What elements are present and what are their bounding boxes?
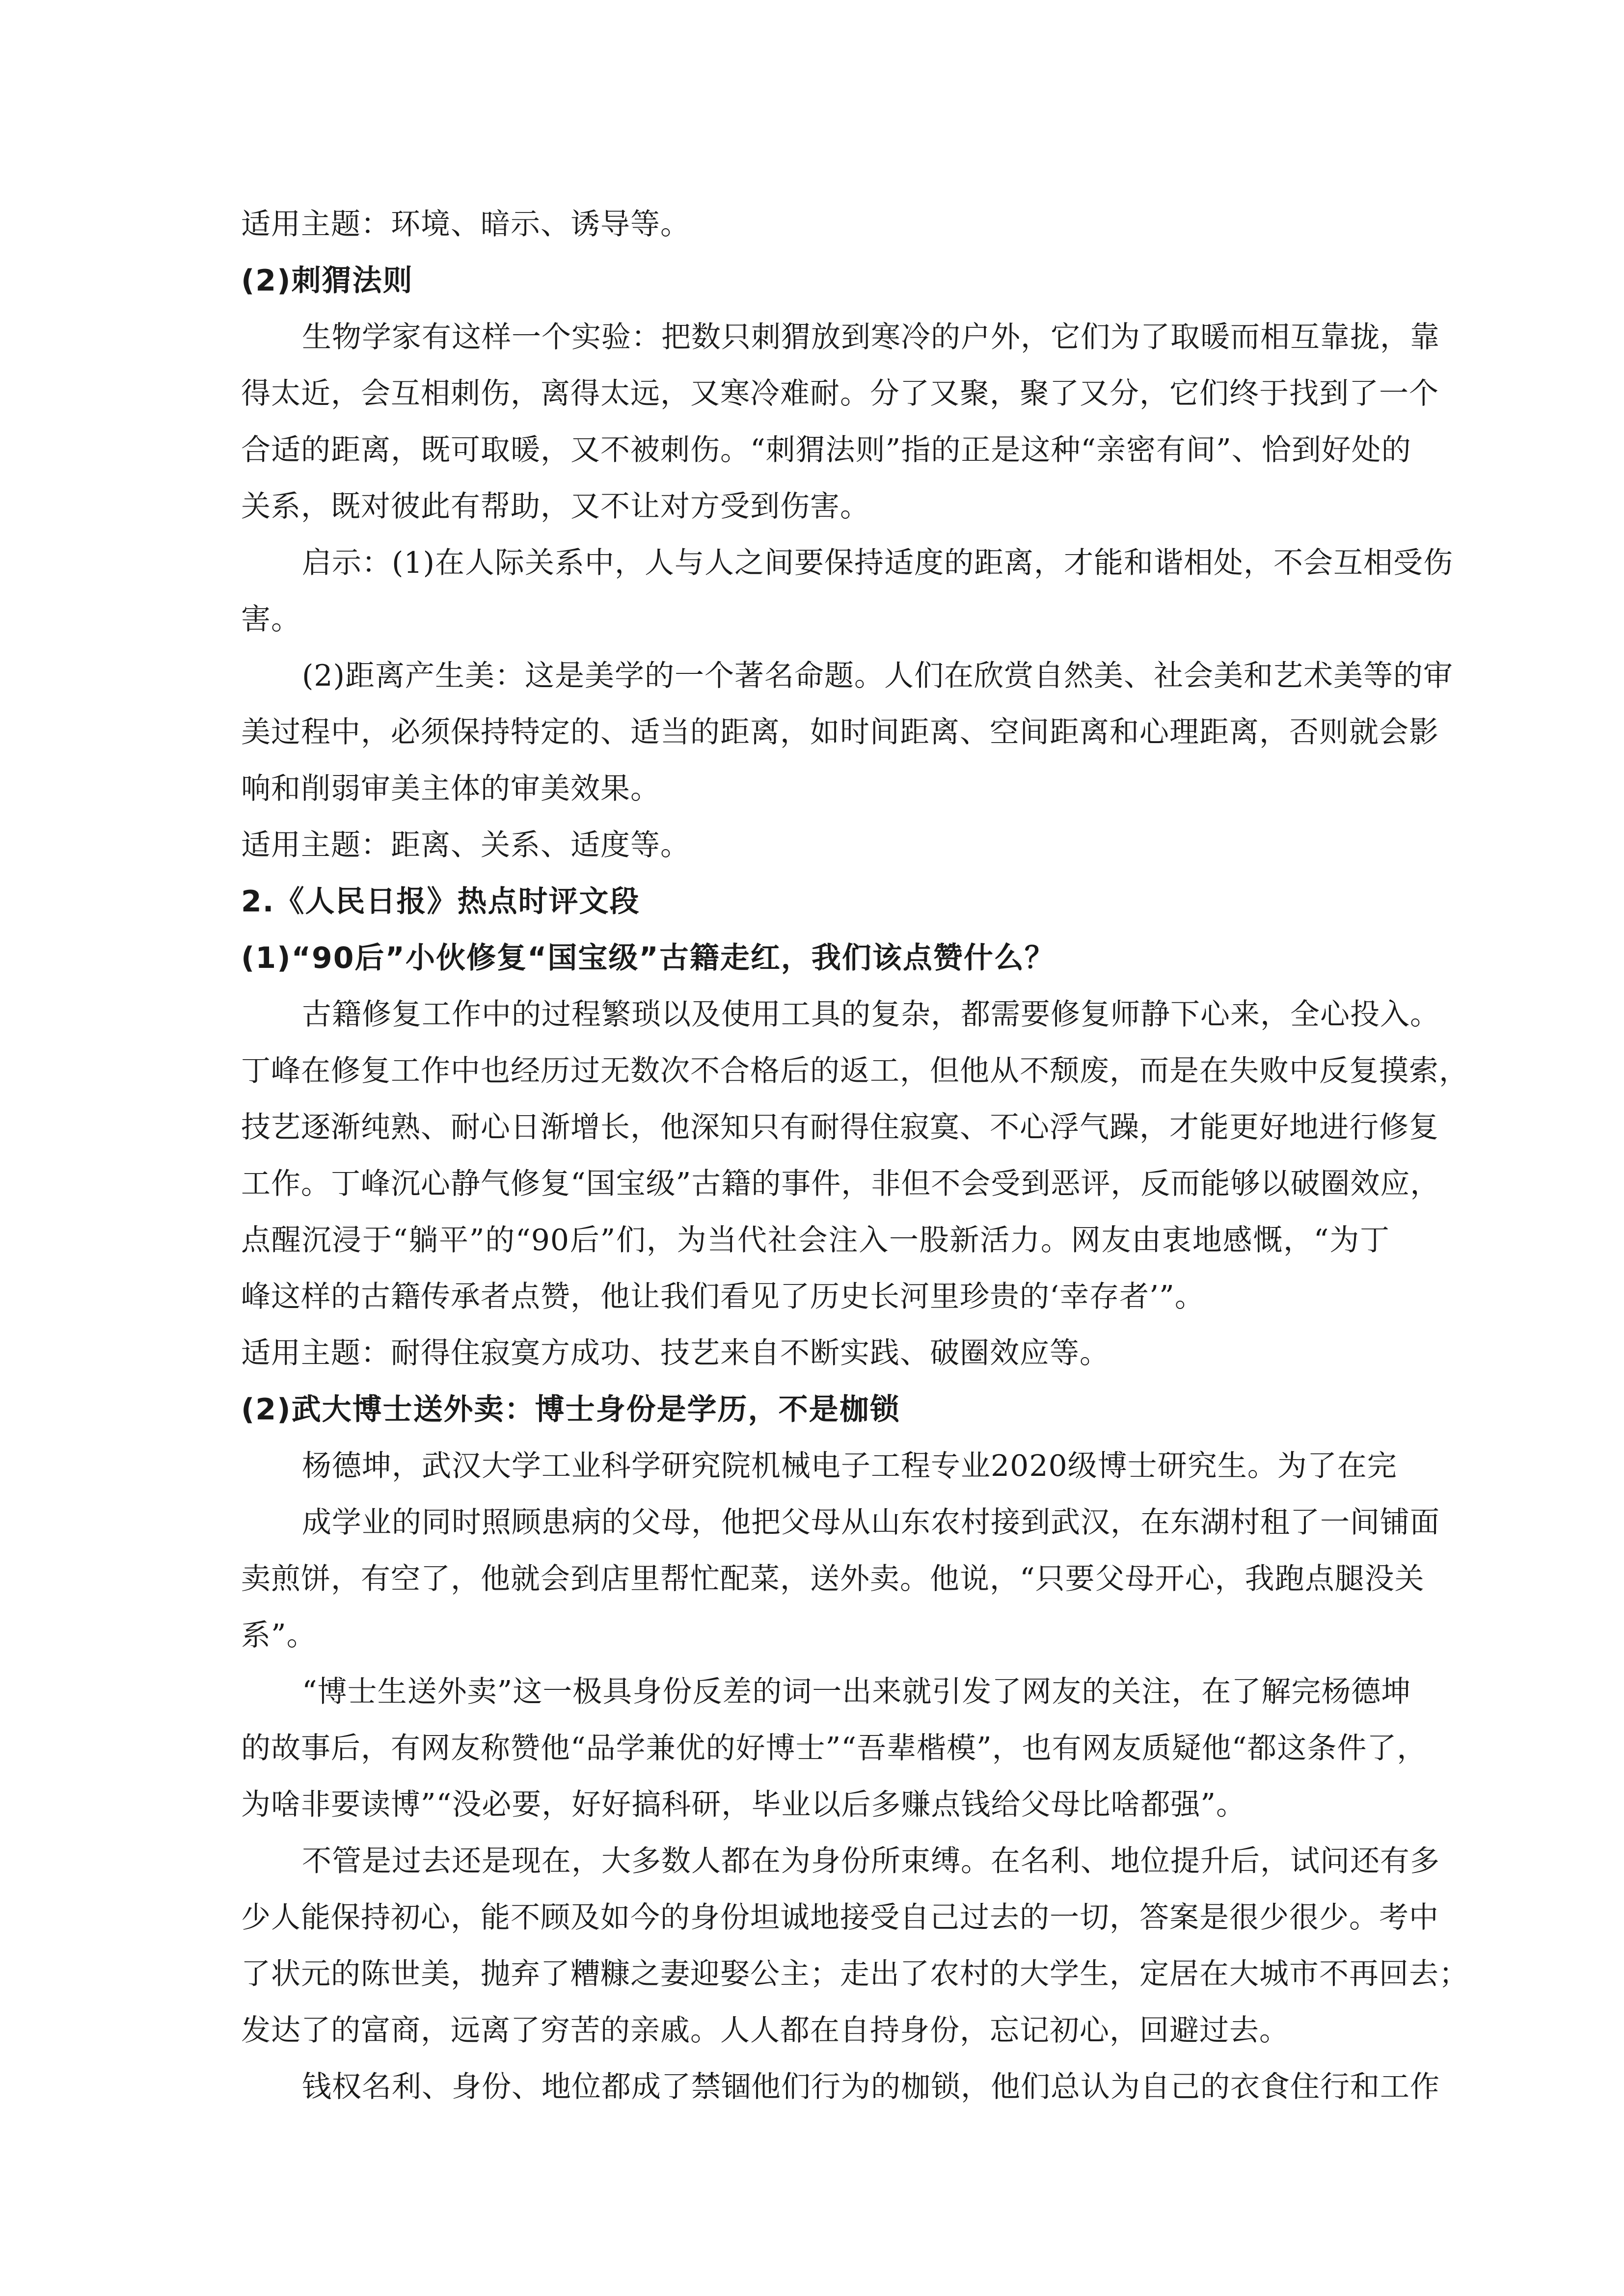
subsection-heading-delivery: (2)武大博士送外卖：博士身份是学历，不是枷锁 <box>241 1392 900 1427</box>
paragraph-line: 害。 <box>241 602 301 637</box>
paragraph-line: 点醒沉浸于“躺平”的“90后”们，为当代社会注入一股新活力。网友由衷地感慨，“为丁 <box>241 1223 1390 1257</box>
paragraph-line: (2)距离产生美：这是美学的一个著名命题。人们在欣赏自然美、社会美和艺术美等的审 <box>302 659 1453 693</box>
paragraph-line: 峰这样的古籍传承者点赞，他让我们看见了历史长河里珍贵的‘幸存者’”。 <box>241 1280 1205 1314</box>
paragraph-line: “博士生送外卖”这一极具身份反差的词一出来就引发了网友的关注，在了解完杨德坤 <box>302 1675 1411 1709</box>
paragraph-line: 的故事后，有网友称赞他“品学兼优的好博士”“吾辈楷模”，也有网友质疑他“都这条件了， <box>241 1731 1427 1765</box>
theme-line: 适用主题：环境、暗示、诱导等。 <box>241 207 690 241</box>
paragraph-line: 了状元的陈世美，抛弃了糟糠之妻迎娶公主；走出了农村的大学生，定居在大城市不再回去； <box>241 1957 1469 1991</box>
paragraph-line: 关系，既对彼此有帮助，又不让对方受到伤害。 <box>241 489 870 524</box>
section-heading-peoples-daily: 2.《人民日报》热点时评文段 <box>241 884 640 919</box>
paragraph-line: 钱权名利、身份、地位都成了禁锢他们行为的枷锁，他们总认为自己的衣食住行和工作 <box>302 2070 1440 2104</box>
section-heading-hedgehog: (2)刺猬法则 <box>241 264 413 298</box>
paragraph-line: 合适的距离，既可取暖，又不被刺伤。“刺猬法则”指的正是这种“亲密有间”、恰到好处的 <box>241 433 1411 467</box>
paragraph-line: 少人能保持初心，能不顾及如今的身份坦诚地接受自己过去的一切，答案是很少很少。考中 <box>241 1900 1439 1935</box>
paragraph-line: 丁峰在修复工作中也经历过无数次不合格后的返工，但他从不颓废，而是在失败中反复摸索， <box>241 1054 1469 1088</box>
theme-line: 适用主题：距离、关系、适度等。 <box>241 828 690 862</box>
insight-paragraph-2 <box>241 648 1453 817</box>
paragraph-line: 得太近，会互相刺伤，离得太远，又寒冷难耐。分了又聚，聚了又分，它们终于找到了一个 <box>241 376 1439 411</box>
paragraph-line: 生物学家有这样一个实验：把数只刺猬放到寒冷的户外，它们为了取暖而相互靠拢，靠 <box>302 320 1440 354</box>
paragraph-line: 古籍修复工作中的过程繁琐以及使用工具的复杂，都需要修复师静下心来，全心投入。 <box>302 997 1440 1032</box>
paragraph-line: 成学业的同时照顾患病的父母，他把父母从山东农村接到武汉，在东湖村租了一间铺面 <box>302 1505 1440 1540</box>
paragraph-line: 美过程中，必须保持特定的、适当的距离，如时间距离、空间距离和心理距离，否则就会影 <box>241 715 1439 749</box>
paragraph-line: 杨德坤，武汉大学工业科学研究院机械电子工程专业2020级博士研究生。为了在完 <box>302 1449 1397 1483</box>
delivery-paragraph-3 <box>241 1833 1469 2059</box>
paragraph-line: 启示：(1)在人际关系中，人与人之间要保持适度的距离，才能和谐相处，不会互相受伤 <box>302 546 1453 580</box>
paragraph-line: 为啥非要读博”“没必要，好好搞科研，毕业以后多赚点钱给父母比啥都强”。 <box>241 1788 1246 1822</box>
paragraph-line: 技艺逐渐纯熟、耐心日渐增长，他深知只有耐得住寂寞、不心浮气躁，才能更好地进行修复 <box>241 1110 1439 1145</box>
delivery-paragraph-2 <box>241 1664 1427 1833</box>
paragraph-line: 发达了的富商，远离了穷苦的亲戚。人人都在自持身份，忘记初心，回避过去。 <box>241 2013 1289 2048</box>
paragraph-line: 不管是过去还是现在，大多数人都在为身份所束缚。在名利、地位提升后，试问还有多 <box>302 1844 1440 1878</box>
paragraph-line: 系”。 <box>241 1618 317 1653</box>
subsection-heading-restoration: (1)“90后”小伙修复“国宝级”古籍走红，我们该点赞什么？ <box>241 941 1055 975</box>
delivery-paragraph-4 <box>241 2059 1440 2115</box>
hedgehog-paragraph <box>241 309 1440 535</box>
paragraph-line: 卖煎饼，有空了，他就会到店里帮忙配菜，送外卖。他说，“只要父母开心，我跑点腿没关 <box>241 1562 1425 1596</box>
theme-line: 适用主题：耐得住寂寞方成功、技艺来自不断实践、破圈效应等。 <box>241 1336 1110 1370</box>
insight-paragraph-1 <box>241 535 1453 648</box>
paragraph-line: 响和削弱审美主体的审美效果。 <box>241 772 660 806</box>
delivery-paragraph-1 <box>241 1438 1440 1664</box>
restoration-paragraph <box>241 987 1469 1325</box>
paragraph-line: 工作。丁峰沉心静气修复“国宝级”古籍的事件，非但不会受到恶评，反而能够以破圈效应， <box>241 1167 1440 1201</box>
document-body <box>241 196 1469 2115</box>
